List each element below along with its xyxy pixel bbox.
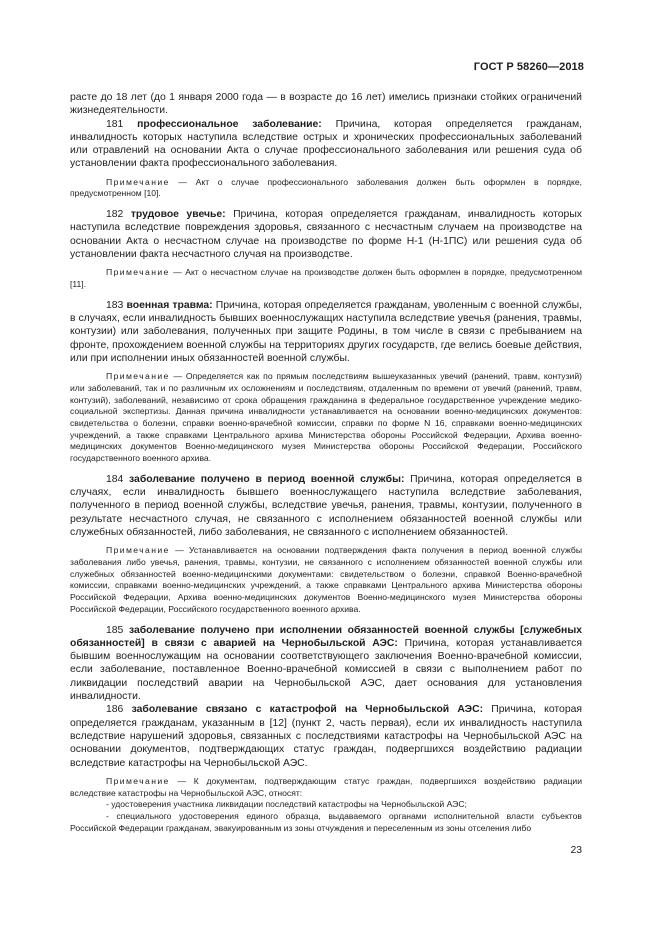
intro-text: расте до 18 лет (до 1 января 2000 года — в возрасте до 16 лет) имелись признаки стойких ограничений жизнедеятельности.: [70, 92, 582, 117]
note-label: Примечание: [106, 267, 170, 278]
item-number: 181: [106, 118, 124, 130]
item-text: Причина, которая определяется гражданам, уволенным с военной службы, в случаях, если инвалидность бывших военнослужащих наступила вследствие увечья (ранения, травмы, контузии) или заболевания, полученных при защите Родины, в том числе в связи с пребыванием на фронте, прохождением военной службы на территориях других государств, где велись боевые действия, или при исполнении иных обязанностей военной службы.: [70, 299, 582, 364]
note-list-item: - удостоверения участника ликвидации последствий катастрофы на Чернобыльской АЭС;: [106, 799, 467, 810]
item-text: Причина, которая устанавливается бывшим военнослужащим на основании соответствующего заключения Военно-врачебной комиссии, если заболевание, поставленное Военно-врачебной комиссией в связи с выполнением работ по ликвидации последствий аварии на Чернобыльской АЭС, дает основания для установления инвалидности.: [70, 637, 583, 703]
item-181: [70, 118, 582, 171]
item-term: заболевание получено в период военной службы:: [129, 473, 405, 485]
note-text: — Определяется как по прямым последствиям вышеуказанных увечий (ранений, травм, контузий) или заболеваний, так и по различным их осложнениям и последствиям, отдаленным по времени от увечий (ранений, травм, контузий), заболеваний, независимо от срока обращения гражданина в федеральное государственное учреждение медико-социальной экспертизы. Данная причина инвалидности устанавливается на основании военно-медицинских документов: свидетельства о болезни, справки военно-врачебной комиссии, справки по форме N 16, справками военно-медицинских учреждений, а также справками Центрального архива Министерства обороны Российской Федерации, Архива военно-медицинских документов Военно-медицинского музея Министерства обороны Российской Федерации, Российского государственного военного архива.: [70, 371, 582, 464]
note-186: [70, 776, 582, 799]
item-term: профессиональное заболевание:: [137, 118, 322, 130]
note-label: Примечание: [106, 176, 170, 187]
item-number: 186: [106, 704, 124, 716]
item-text: Причина, которая определяется гражданам, инвалидность которых наступила вследствие острых и хронических профессиональных заболеваний или отравлений на основании Акта о случае профессионального заболевания или решения суда об установлении факта профессионального заболевания.: [70, 118, 582, 170]
item-text: Причина, которая определяется гражданам, указанным в [12] (пункт 2, часть первая), если их инвалидность наступила вследствие нарушений здоровья, связанных с последствиями катастрофы на Чернобыльской АЭС на основании документов, подтверждающих статус граждан, подвергшихся воздействию радиации вследствие катастрофы на Чернобыльской АЭС.: [70, 704, 583, 769]
item-text: Причина, которая определяется гражданам, инвалидность которых наступила вследствие повреждения здоровья, связанного с несчастным случаем на производстве на основании Акта о несчастном случае на производстве по форме Н-1 (Н-1ПС) или решения суда об установлении факта несчастного случая на производстве.: [70, 209, 583, 261]
item-text: Причина, которая определяется в случаях, если инвалидность бывшего военнослужащего наступила вследствие заболевания, полученного в период военной службы, вследствие увечья, ранения, травмы, контузии, полученного в результате несчастного случая, не связанного с исполнением обязанностей военной службы или служебных обязанностей, либо заболевания, не связанного с исполнением обязанностей.: [70, 473, 582, 539]
item-term: трудовое увечье:: [130, 209, 226, 221]
content: [70, 91, 582, 834]
item-number: 185: [106, 624, 124, 636]
item-number: 183: [106, 299, 124, 311]
note-label: Примечание: [106, 371, 170, 382]
item-number: 184: [106, 473, 124, 485]
item-term: заболевание получено при исполнении обязанностей военной службы [служебных обязанностей] в связи с аварией на Чернобыльской АЭС:: [70, 624, 582, 649]
item-number: 182: [106, 209, 124, 221]
note-text: — Устанавливается на основании подтверждения факта получения в период военной службы заболевания либо увечья, ранения, травмы, контузии, не связанного с исполнением обязанностей военной службы или служебных обязанностей военно-медицинскими документами: свидетельством о болезни, справкой Военно-врачебной комиссии, справками военно-медицинских учреждений, а также справками Центрального архива Министерства обороны Российской Федерации, Архива военно-медицинских документов Военно-медицинского музея Министерства обороны Российской Федерации, Российского государственного военного архива.: [70, 545, 582, 614]
item-term: заболевание связано с катастрофой на Чернобыльской АЭС:: [131, 704, 484, 716]
note-text: — Акт о случае профессионального заболевания должен быть оформлен в порядке, предусмотренном [10].: [70, 176, 582, 199]
note-181: [70, 177, 582, 200]
item-term: военная травма:: [126, 299, 213, 311]
note-183: [70, 371, 582, 465]
item-182: [70, 208, 582, 261]
note-184: [70, 545, 582, 615]
note-text: — Акт о несчастном случае на производстве должен быть оформлен в порядке, предусмотренном [11].: [70, 267, 582, 290]
note-text: — К документам, подтверждающим статус граждан, подвергшихся воздействию радиации вследствие катастрофы на Чернобыльской АЭС, относят:: [70, 775, 582, 798]
note-label: Примечание: [106, 545, 170, 556]
item-183: [70, 299, 582, 365]
item-185: [70, 624, 582, 704]
note-label: Примечание: [106, 775, 170, 786]
note-182: [70, 267, 582, 290]
note-list-item: - специального удостоверения единого образца, выдаваемого органами исполнительной власти субъектов Российской Федерации гражданам, эвакуированным из зоны отчуждения и переселенным из зоны отселения либо: [70, 810, 582, 833]
item-186: [70, 703, 582, 769]
item-184: [70, 473, 582, 539]
doc-code: ГОСТ Р 58260—2018: [473, 61, 584, 73]
page-number: 23: [570, 845, 582, 856]
